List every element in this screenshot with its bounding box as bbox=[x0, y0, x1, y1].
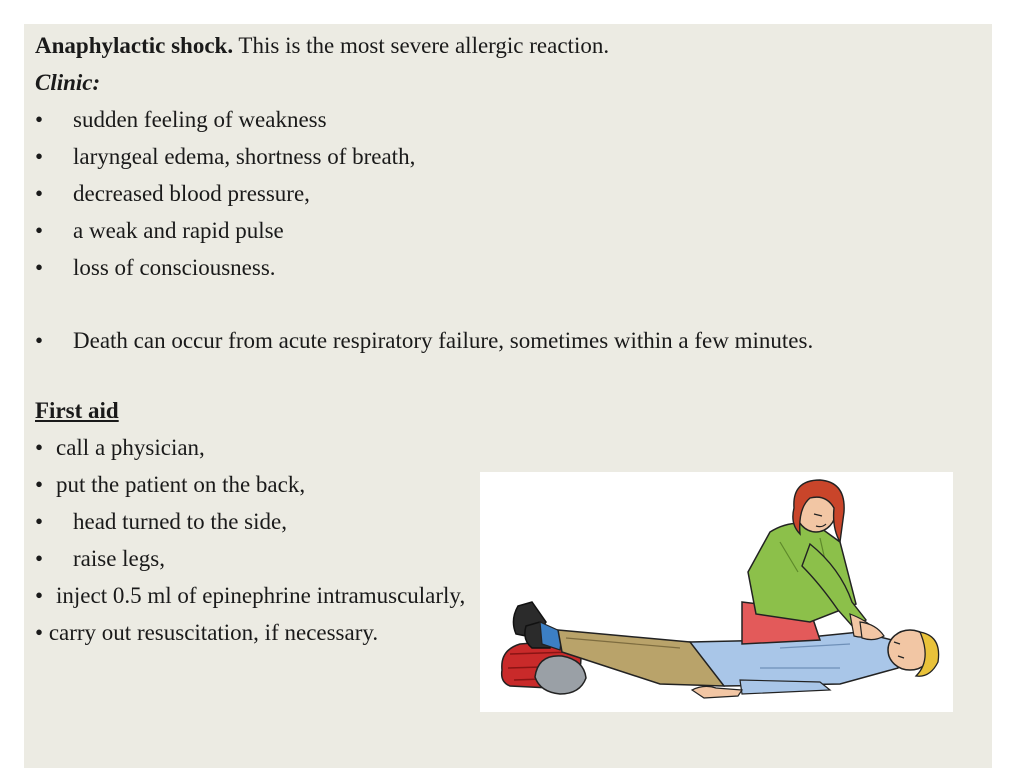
clinic-item-text: loss of consciousness. bbox=[73, 255, 276, 280]
first-aid-item-text: inject 0.5 ml of epinephrine intramuscularly, bbox=[56, 583, 466, 608]
cpr-illustration bbox=[480, 472, 953, 712]
heading-rest: This is the most severe allergic reaction. bbox=[233, 33, 610, 58]
first-aid-item-text: head turned to the side, bbox=[73, 509, 287, 534]
bullet: • bbox=[35, 546, 44, 571]
bullet: • bbox=[35, 583, 44, 608]
first-aid-item bbox=[35, 619, 378, 647]
first-aid-item-text: put the patient on the back, bbox=[56, 472, 306, 497]
bullet: • bbox=[35, 620, 44, 645]
first-aid-illustration bbox=[480, 472, 953, 712]
clinic-item-text: a weak and rapid pulse bbox=[73, 218, 284, 243]
bullet: • bbox=[35, 472, 44, 497]
heading-line bbox=[35, 32, 609, 60]
heading-bold: Anaphylactic shock. bbox=[35, 33, 234, 58]
death-note-text: Death can occur from acute respiratory failure, sometimes within a few minutes. bbox=[73, 328, 814, 353]
bullet: • bbox=[35, 328, 44, 353]
bullet: • bbox=[35, 181, 44, 206]
first-aid-item-text: raise legs, bbox=[73, 546, 165, 571]
first-aid-title: First aid bbox=[35, 398, 119, 423]
bullet: • bbox=[35, 509, 44, 534]
clinic-item-text: decreased blood pressure, bbox=[73, 181, 310, 206]
bullet: • bbox=[35, 435, 44, 460]
bullet: • bbox=[35, 107, 44, 132]
bullet: • bbox=[35, 255, 44, 280]
first-aid-item-text: carry out resuscitation, if necessary. bbox=[48, 620, 379, 645]
clinic-item-text: laryngeal edema, shortness of breath, bbox=[73, 144, 416, 169]
clinic-item-text: sudden feeling of weakness bbox=[73, 107, 327, 132]
clinic-title: Clinic: bbox=[35, 70, 101, 95]
bullet: • bbox=[35, 218, 44, 243]
bullet: • bbox=[35, 144, 44, 169]
slide bbox=[24, 24, 992, 768]
first-aid-item-text: call a physician, bbox=[56, 435, 205, 460]
